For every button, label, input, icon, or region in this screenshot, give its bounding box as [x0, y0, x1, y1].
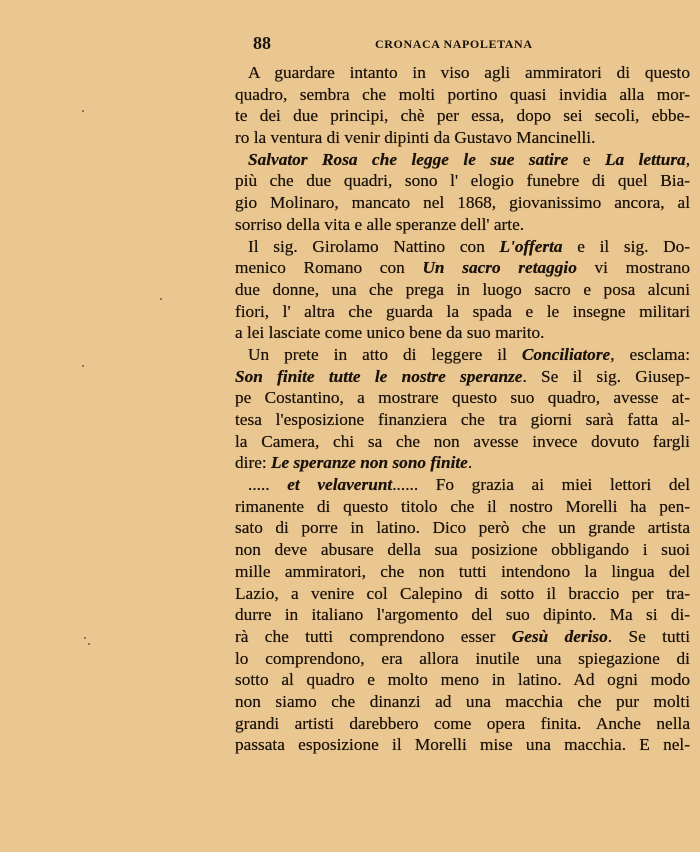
text-run: ...... Fo grazia ai miei lettori del	[392, 475, 690, 495]
italic-title-text: Gesù deriso	[511, 626, 608, 646]
text-line	[235, 539, 690, 561]
italic-title-text: La lettura	[604, 149, 686, 169]
text-run: .	[467, 453, 473, 473]
scan-speck	[88, 643, 90, 645]
text-run: non siamo che dinanzi ad una macchia che pur molti	[235, 691, 690, 711]
italic-title-text: Salvator Rosa che legge le sue satire	[248, 149, 569, 169]
text-run: sorriso della vita e alle speranze dell' arte.	[235, 214, 525, 234]
italic-title-text: L'offerta	[499, 236, 563, 256]
text-run: due donne, una che prega in luogo sacro e posa alcuni	[235, 279, 690, 299]
text-run: non deve abusare della sua posizione obbligando i suoi	[235, 540, 690, 560]
text-line	[235, 301, 690, 323]
italic-title-text: Un sacro retaggio	[422, 258, 577, 278]
text-line	[235, 105, 690, 127]
running-title: CRONACA NAPOLETANA	[375, 37, 533, 51]
text-line	[235, 62, 690, 84]
text-line	[235, 236, 690, 258]
text-run: tesa l'esposizione finanziera che tra giorni sarà fatta al-	[235, 410, 690, 429]
text-run: pe Costantino, a mostrare questo suo quadro, avesse at-	[235, 388, 690, 408]
text-run: rà che tutti comprendono esser	[235, 626, 512, 646]
text-run: dire:	[235, 453, 271, 473]
text-line	[235, 149, 690, 171]
text-line	[235, 604, 690, 626]
text-line	[235, 344, 690, 366]
text-line	[235, 669, 690, 691]
paragraph	[235, 236, 690, 344]
text-line	[235, 713, 690, 735]
text-line	[235, 192, 690, 214]
text-line	[235, 517, 690, 539]
text-line	[235, 170, 690, 192]
italic-title-text: Conciliatore	[521, 344, 611, 364]
text-run: ro la ventura di venir dipinti da Gustavo Mancinelli.	[235, 128, 596, 148]
text-line	[235, 452, 690, 474]
text-line	[235, 409, 690, 431]
paragraph	[235, 474, 690, 756]
text-run: Il sig. Girolamo Nattino con	[248, 236, 500, 256]
text-run: e	[568, 149, 605, 169]
text-run: . Se il sig. Giusep-	[522, 366, 690, 386]
text-run: quadro, sembra che molti portino quasi invidia alla mor-	[235, 84, 690, 104]
text-run: Un prete in atto di leggere il	[248, 344, 522, 364]
text-line	[235, 366, 690, 388]
text-run: vi mostrano	[576, 258, 690, 278]
paragraph	[235, 149, 690, 236]
text-line	[235, 648, 690, 670]
text-run: più che due quadri, sono l' elogio funebre di quel Bia-	[235, 171, 690, 191]
italic-title-text: et velaverunt	[287, 475, 393, 495]
text-line	[235, 431, 690, 453]
text-line	[235, 734, 690, 756]
text-line	[235, 84, 690, 106]
text-line	[235, 257, 690, 279]
text-run: A guardare intanto in viso agli ammiratori di questo	[248, 63, 690, 82]
text-line	[235, 691, 690, 713]
text-run: sato di porre in latino. Dico però che un grande artista	[235, 518, 690, 538]
text-line	[235, 583, 690, 605]
paragraph	[235, 344, 690, 474]
page-body	[235, 62, 690, 756]
page-header	[235, 33, 690, 55]
text-run: lo comprendono, era allora inutile una spiegazione di	[235, 648, 690, 668]
text-run: mille ammiratori, che non tutti intendono la lingua del	[235, 561, 690, 581]
text-run: la Camera, chi sa che non avesse invece dovuto fargli	[235, 431, 690, 451]
text-run: gio Molinaro, mancato nel 1868, giovanissimo ancora, al	[235, 193, 690, 213]
scan-speck	[160, 298, 162, 300]
scan-speck	[84, 637, 86, 639]
text-run: Lazio, a venire col Calepino di sotto il braccio per tra-	[235, 583, 690, 603]
text-line	[235, 561, 690, 583]
text-run: menico Romano con	[235, 258, 423, 278]
text-line	[235, 127, 690, 149]
text-run: durre in italiano l'argomento del suo dipinto. Ma si di-	[235, 605, 690, 625]
italic-title-text: Le speranze non sono finite	[271, 453, 468, 473]
text-run: passata esposizione il Morelli mise una macchia. E nel-	[235, 735, 690, 755]
text-line	[235, 626, 690, 648]
text-run: ,	[685, 149, 690, 169]
text-line	[235, 387, 690, 409]
text-line	[235, 322, 690, 344]
text-run: a lei lasciate come unico bene da suo marito.	[235, 323, 545, 343]
text-line	[235, 214, 690, 236]
text-run: rimanente di questo titolo che il nostro Morelli ha pen-	[235, 496, 690, 516]
text-run: e il sig. Do-	[562, 236, 690, 256]
scan-speck	[82, 365, 84, 367]
text-line	[235, 474, 690, 496]
text-run: . Se tutti	[607, 626, 690, 646]
text-run: , esclama:	[610, 344, 690, 364]
italic-title-text: Son finite tutte le nostre speranze	[235, 366, 523, 386]
page-number: 88	[253, 33, 271, 53]
text-run: fiori, l' altra che guarda la spada e le insegne militari	[235, 301, 690, 321]
scan-speck	[82, 110, 84, 112]
text-run: sotto al quadro e molto meno in latino. Ad ogni modo	[235, 670, 690, 690]
text-run: te dei due principi, chè per essa, dopo sei secoli, ebbe-	[235, 106, 690, 126]
text-line	[235, 496, 690, 518]
text-line	[235, 279, 690, 301]
text-run: grandi artisti darebbero come opera finita. Anche nella	[235, 713, 690, 733]
paragraph	[235, 62, 690, 149]
text-run: .....	[248, 475, 288, 495]
